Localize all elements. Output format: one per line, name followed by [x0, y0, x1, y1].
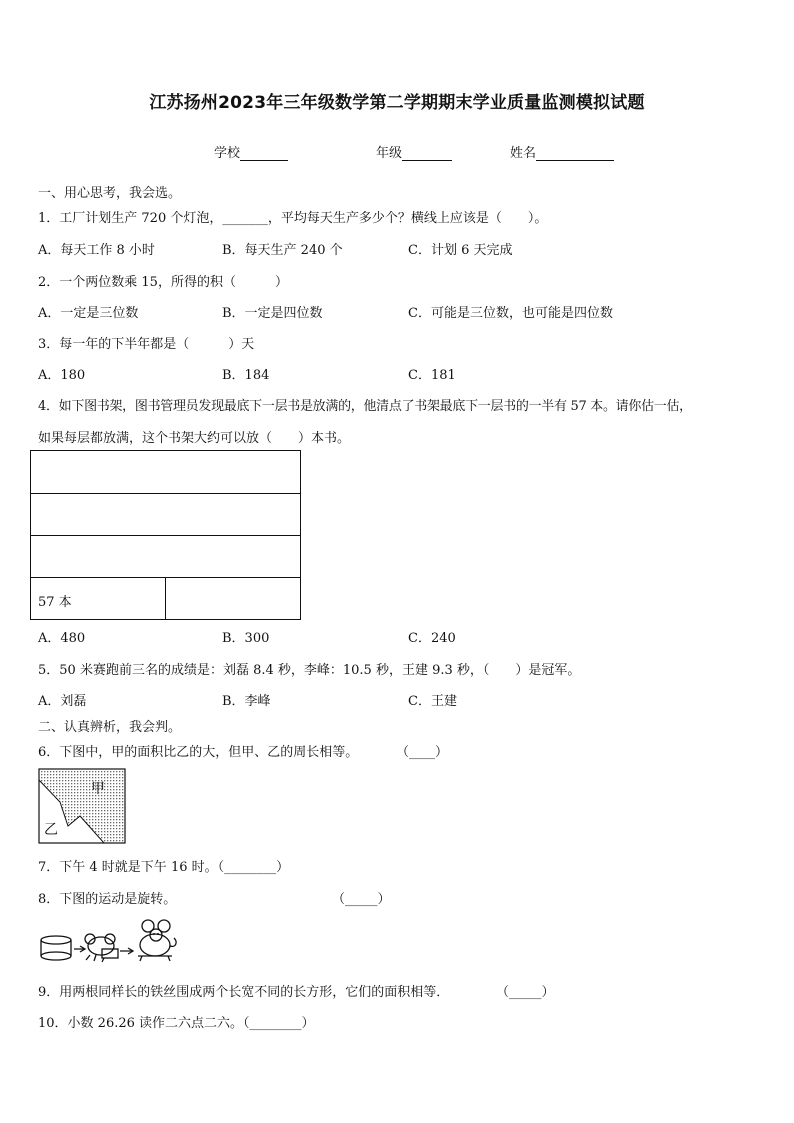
mouse-body — [140, 934, 170, 956]
q4-option-c: C．240 — [408, 631, 456, 646]
q10-text: 10．小数 26.26 读作二六点二六。（________） — [38, 1016, 315, 1031]
grade-blank — [402, 146, 452, 161]
q3-option-b: B．184 — [222, 368, 270, 383]
mouse-body — [88, 937, 114, 955]
name-field — [510, 142, 614, 161]
q9-answer-blank: （_____） — [496, 985, 555, 1000]
section1-heading: 一、用心思考，我会选。 — [38, 186, 182, 201]
motion-arrow-icon — [120, 948, 133, 954]
q7-text: 7．下午 4 时就是下午 16 时。（________） — [38, 860, 290, 875]
school-label: 学校 — [214, 146, 241, 161]
name-label: 姓名 — [510, 146, 537, 161]
q4-text-line2: 如果每层都放满，这个书架大约可以放（ ）本书。 — [38, 431, 351, 446]
cake-bottom — [41, 952, 71, 960]
shelf-half-label: 57 本 — [38, 595, 72, 610]
mouse-tail — [170, 938, 176, 946]
grade-label: 年级 — [376, 146, 403, 161]
q1-option-b: B．每天生产 240 个 — [222, 243, 343, 258]
area-perimeter-figure — [38, 768, 126, 844]
page-title: 江苏扬州2023年三年级数学第二学期期末学业质量监测模拟试题 — [149, 93, 645, 113]
label-yi: 乙 — [44, 822, 58, 838]
q2-option-b: B．一定是四位数 — [222, 306, 323, 321]
label-jia: 甲 — [91, 781, 105, 797]
q1-option-a: A．每天工作 8 小时 — [38, 243, 155, 258]
mouse-legs — [86, 955, 104, 962]
school-field — [214, 142, 288, 161]
section2-heading: 二、认真辨析，我会判。 — [38, 720, 182, 735]
q1-option-c: C．计划 6 天完成 — [408, 243, 513, 258]
q3-option-c: C．181 — [408, 368, 456, 383]
q8-answer-blank: （_____） — [332, 892, 391, 907]
q4-option-a: A．480 — [38, 631, 86, 646]
mouse-eye — [157, 933, 159, 935]
mouse-base — [138, 956, 172, 961]
q3-option-a: A．180 — [38, 368, 86, 383]
mouse-cheese-motion-figure — [38, 918, 184, 966]
q2-option-c: C．可能是三位数，也可能是四位数 — [408, 306, 613, 321]
q5-option-c: C．王建 — [408, 694, 457, 709]
q2-option-a: A．一定是三位数 — [38, 306, 139, 321]
q3-text: 3．每一年的下半年都是（ ）天 — [38, 337, 255, 352]
shelf-divider — [31, 493, 300, 494]
grade-field — [376, 142, 452, 161]
school-blank — [240, 146, 288, 161]
q5-option-b: B．李峰 — [222, 694, 271, 709]
cheese-block — [102, 949, 118, 958]
shelf-half-divider — [165, 577, 166, 619]
bookshelf-figure — [30, 450, 301, 620]
q6-answer-blank: （____） — [396, 745, 449, 760]
shelf-divider — [31, 535, 300, 536]
q1-text: 1．工厂计划生产 720 个灯泡，_______，平均每天生产多少个？横线上应该是（ ）。 — [38, 211, 548, 226]
q8-text: 8．下图的运动是旋转。 — [38, 892, 177, 907]
q2-text: 2．一个两位数乘 15，所得的积（ ） — [38, 275, 288, 290]
q5-text: 5．50 米赛跑前三名的成绩是：刘磊 8.4 秒，李峰：10.5 秒，王建 9.3 秒，（ ）是冠军。 — [38, 663, 581, 678]
name-blank — [536, 146, 614, 161]
q5-option-a: A．刘磊 — [38, 694, 87, 709]
cake-top — [41, 936, 71, 944]
motion-arrow-icon — [74, 946, 85, 952]
q4-option-b: B．300 — [222, 631, 270, 646]
q6-text: 6．下图中，甲的面积比乙的大，但甲、乙的周长相等。 — [38, 745, 359, 760]
q9-text: 9．用两根同样长的铁丝围成两个长宽不同的长方形，它们的面积相等． — [38, 985, 450, 1000]
q4-text-line1: 4．如下图书架，图书管理员发现最底下一层书是放满的，他清点了书架最底下一层书的一半有 57 本。请你估一估， — [38, 399, 692, 414]
mouse-eye — [153, 933, 155, 935]
